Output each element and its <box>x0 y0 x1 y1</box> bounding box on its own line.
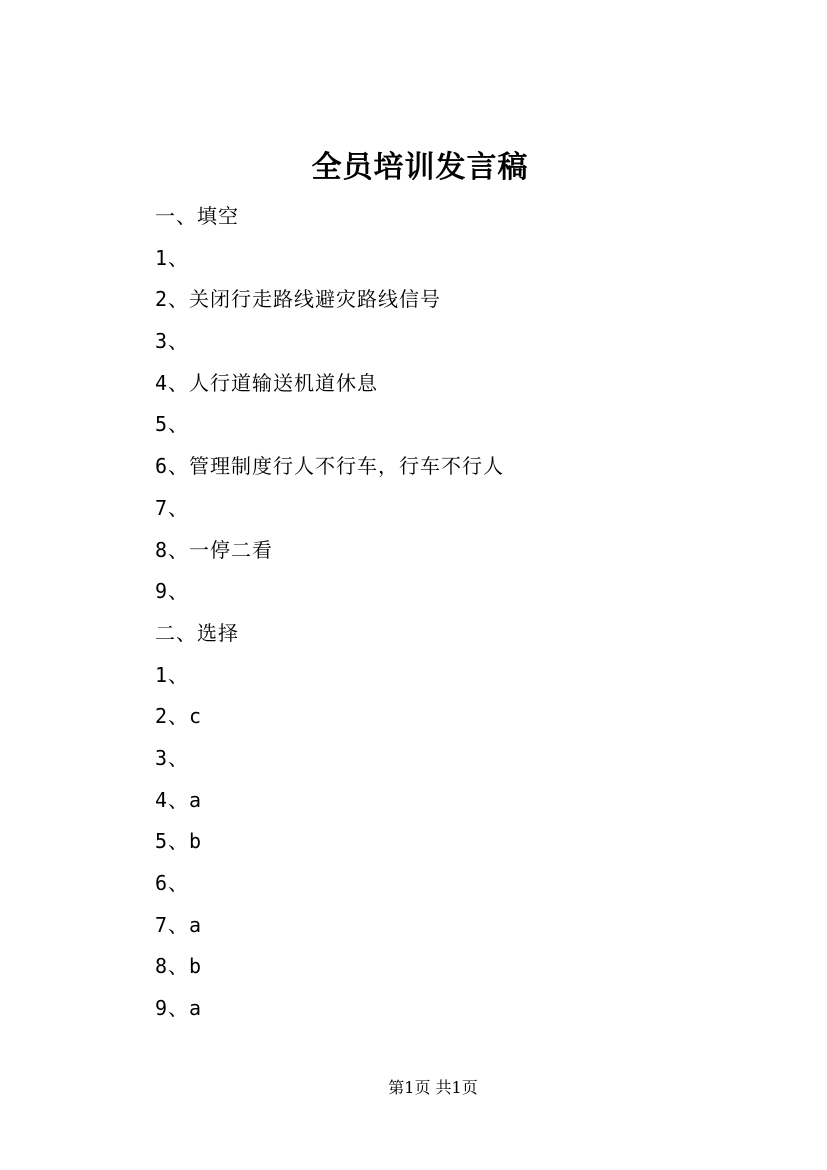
choice-item-4: 4、a <box>155 787 203 812</box>
choice-item-1: 1、 <box>155 662 190 687</box>
fill-blank-item-1: 1、 <box>155 245 190 270</box>
document-title: 全员培训发言稿 <box>311 150 529 185</box>
fill-blank-item-3: 3、 <box>155 329 190 354</box>
choice-item-6: 6、 <box>155 871 190 895</box>
fill-blank-item-4: 4、人行道输送机道休息 <box>155 370 379 395</box>
choice-item-2: 2、c <box>155 704 203 729</box>
fill-blank-item-9: 9、 <box>155 579 190 604</box>
choice-item-9: 9、a <box>155 996 203 1021</box>
fill-blank-item-7: 7、 <box>155 495 190 520</box>
choice-item-3: 3、 <box>155 745 190 770</box>
section-heading-choice: 二、选择 <box>155 620 239 645</box>
fill-blank-item-8: 8、一停二看 <box>155 537 274 562</box>
choice-item-7: 7、a <box>155 912 203 937</box>
fill-blank-item-5: 5、 <box>155 412 190 437</box>
section-heading-fill-blank: 一、填空 <box>155 204 239 228</box>
fill-blank-item-2: 2、关闭行走路线避灾路线信号 <box>155 287 442 312</box>
document-body <box>155 196 755 1030</box>
fill-blank-item-6: 6、管理制度行人不行车，行车不行人 <box>155 454 505 479</box>
page-footer: 第1页 共1页 <box>388 1078 478 1097</box>
choice-item-8: 8、b <box>155 954 203 979</box>
choice-item-5: 5、b <box>155 829 203 854</box>
